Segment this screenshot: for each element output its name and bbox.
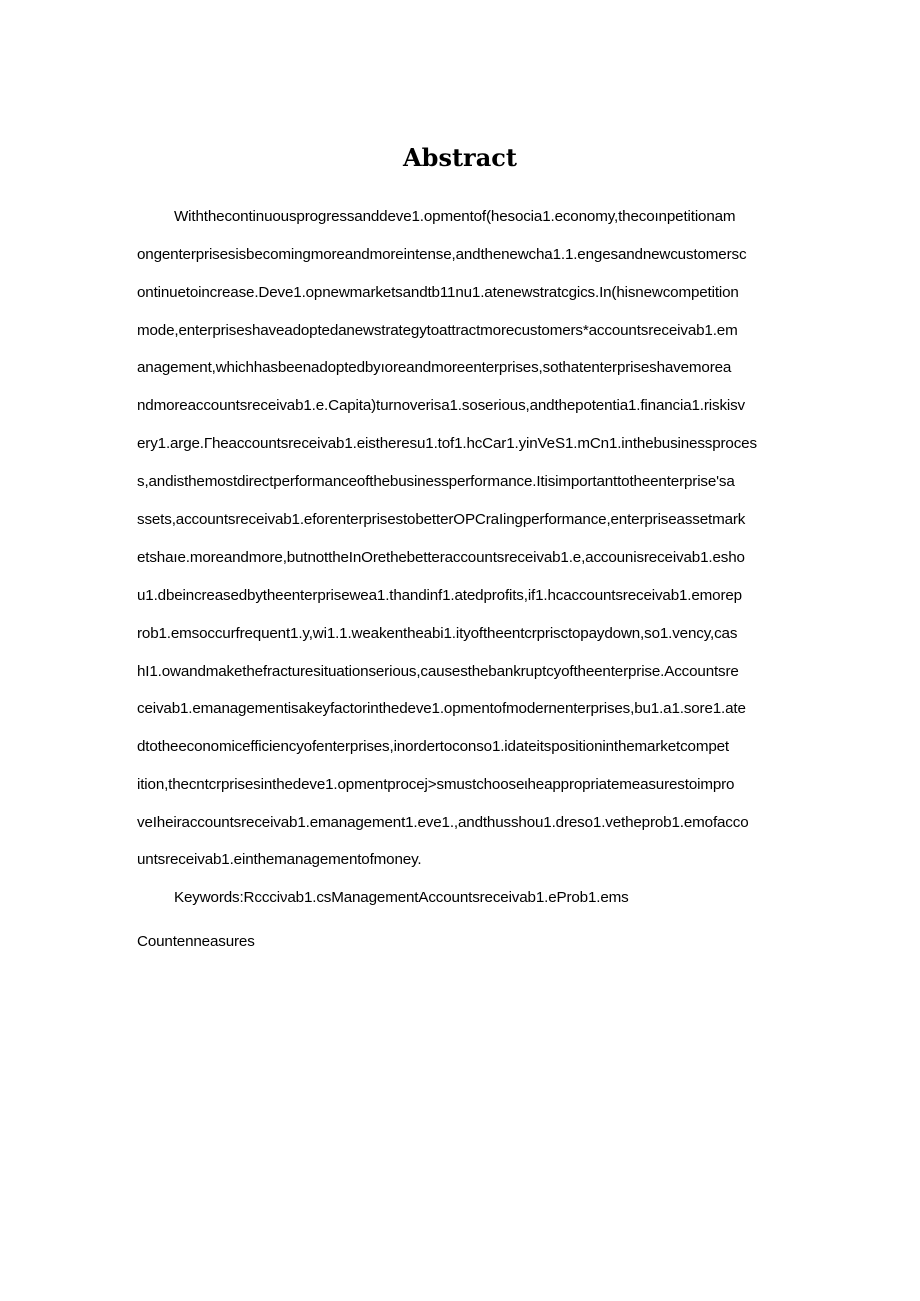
abstract-title: Abstract	[403, 143, 517, 172]
abstract-line: etshaıe.moreandmore,butnottheInOrethebetteraccountsreceivab1.e,accounisreceivab1.esho	[137, 549, 745, 566]
abstract-line: untsreceivab1.einthemanagementofmoney.	[137, 851, 422, 868]
abstract-line: Withthecontinuousprogressanddeve1.opmentof(hesocia1.economy,thecoınpetitionam	[174, 208, 736, 225]
abstract-line: s,andisthemostdirectperformanceofthebusinessperformance.Itisimportanttotheenterprise'sa	[137, 473, 735, 490]
abstract-line: ition,thecntcrprisesinthedeve1.opmentprocej>smustchooseιheappropriatemeasurestoimpro	[137, 776, 735, 793]
abstract-line: rob1.emsoccurfrequent1.y,wi1.1.weakentheabi1.ityoftheentcrprisctopaydown,so1.vency,cas	[137, 625, 738, 642]
keywords-line: Keywords:Rccciνab1.csManagementAccountsreceivab1.eProb1.ems	[174, 889, 629, 906]
abstract-line: anagement,whichhasbeenadoptedbyıoreandmoreenterprises,sothatenterpriseshavemorea	[137, 359, 732, 376]
abstract-line: ontinuetoincrease.Deve1.opnewmarketsandtb11nu1.atenewstratcgics.In(hisnewcompetition	[137, 284, 739, 301]
abstract-line: ery1.arge.Гheaccountsreceivab1.eistheresu1.tof1.hcCar1.yinVeS1.mCn1.inthebusinessproces	[137, 435, 757, 452]
abstract-line: mode,enterpriseshaveadoptedanewstrategytoattractmorecustomers*accountsreceivab1.em	[137, 322, 738, 339]
abstract-line: ceivab1.emanagementisakeyfactorinthedeve1.opmentofmodernenterprises,bu1.a1.sore1.ate	[137, 700, 746, 717]
abstract-line: hI1.owandmakethefracturesituationserious,causesthebankruptcyoftheenterprise.Accountsre	[137, 663, 739, 680]
keywords-continuation: Countenneasures	[137, 933, 255, 950]
abstract-line: veIheiraccountsreceivab1.emanagement1.eve1.,andthusshou1.dreso1.vetheprob1.emofacco	[137, 814, 749, 831]
abstract-line: u1.dbeincreasedbytheenterprisewea1.thandinf1.atedprofits,if1.hcaccountsreceivab1.emorep	[137, 587, 742, 604]
abstract-line: ndmoreaccountsreceivab1.e.Capita)turnoverisa1.soserious,andthepotentia1.financia1.riskisv	[137, 397, 746, 414]
abstract-line: ongenterprisesisbecomingmoreandmoreintense,andthenewcha1.1.engesandnewcustomersc	[137, 246, 747, 263]
abstract-line: ssets,accountsreceivab1.eforenterprisestobetterOPCraIingperformance,enterpriseassetmark	[137, 511, 746, 528]
abstract-line: dtotheeconomicefficiencyofenterprises,inordertoconso1.idateitspositioninthemarketcompet	[137, 738, 729, 755]
